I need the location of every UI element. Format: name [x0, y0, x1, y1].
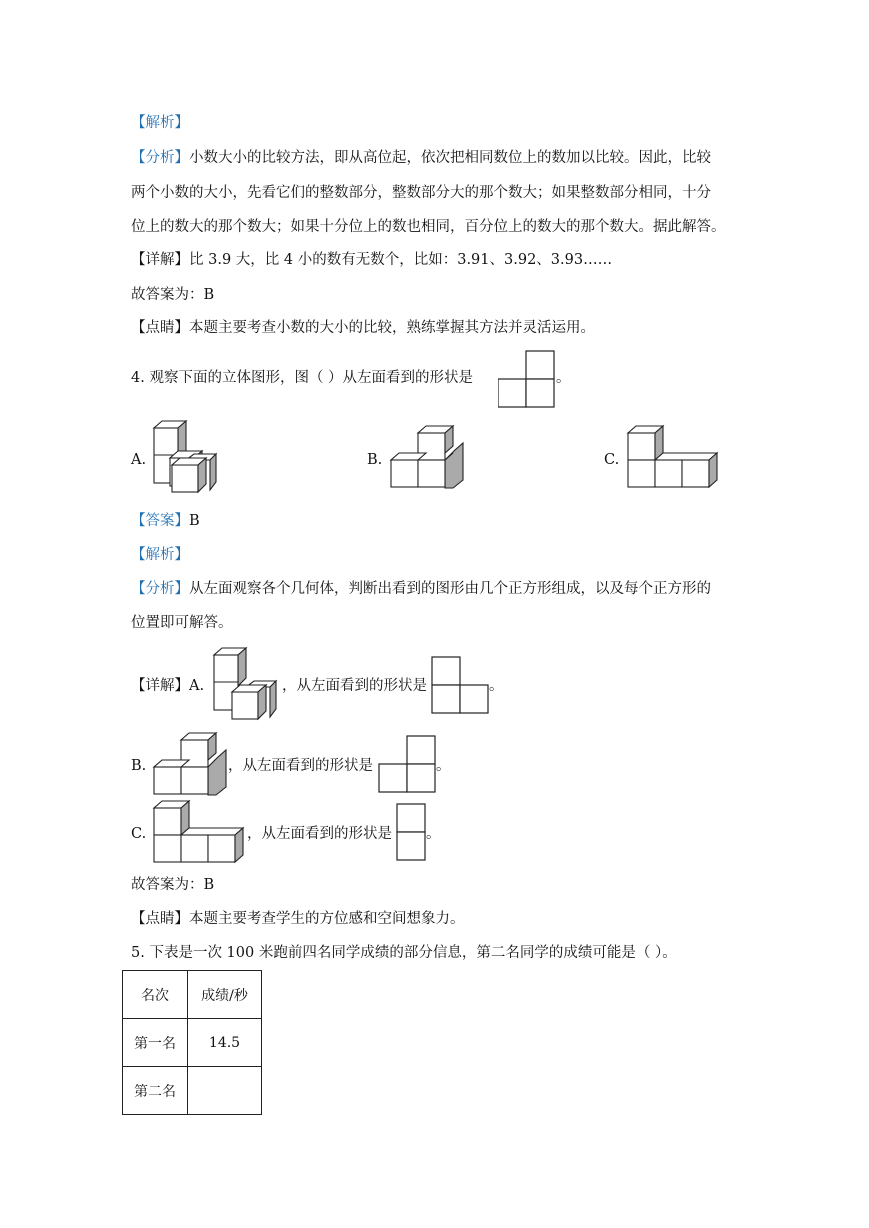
- detail-a-figure: [212, 647, 278, 721]
- detail-a-view-shape: [431, 656, 489, 714]
- q3-fenxi-line2: 两个小数的大小，先看它们的整数部分，整数部分大的那个数大；如果整数部分相同，十分: [131, 185, 711, 201]
- q4-question-text: 4. 观察下面的立体图形，图（ ）从左面看到的形状是: [131, 370, 474, 386]
- table-header-score: 成绩/秒: [188, 971, 262, 1019]
- detail-b-period: 。: [436, 758, 451, 774]
- detail-b-prefix: B.: [131, 758, 147, 774]
- q4-answer: 故答案为：B: [131, 877, 215, 893]
- table-cell: 14.5: [188, 1019, 262, 1067]
- q4-question-end: 。: [556, 370, 571, 386]
- q4-fenxi-line1: 从左面观察各个几何体，判断出看到的图形由几个正方形组成，以及每个正方形的: [189, 581, 711, 597]
- table-row: [123, 971, 262, 1019]
- q3-xiangjie: 【详解】比 3.9 大，比 4 小的数有无数个，比如：3.91、3.92、3.93……: [131, 252, 613, 268]
- detail-b-view-shape: [378, 735, 436, 793]
- detail-c-figure: [152, 799, 248, 865]
- q3-dianjing: 【点睛】本题主要考查小数的大小的比较，熟练掌握其方法并灵活运用。: [131, 320, 595, 336]
- q4-answer-tag: 【答案】: [131, 513, 189, 529]
- table-cell: 第二名: [123, 1067, 188, 1115]
- table-row: [123, 1019, 262, 1067]
- option-c-label: C.: [604, 452, 620, 468]
- table-cell: [188, 1067, 262, 1115]
- q4-jiexi-label: 【解析】: [131, 547, 189, 563]
- detail-a-view-text: ，从左面看到的形状是: [282, 678, 427, 694]
- option-c-figure: [626, 424, 722, 490]
- q3-fenxi-line1: 小数大小的比较方法，即从高位起，依次把相同数位上的数加以比较。因此，比较: [189, 150, 711, 166]
- detail-c-view-shape: [396, 803, 426, 861]
- q4-answer-line: [131, 511, 200, 531]
- q4-left-view-shape: [498, 350, 556, 408]
- option-b-figure: [389, 424, 467, 490]
- option-a-label: A.: [131, 452, 147, 468]
- score-table: [122, 970, 262, 1115]
- option-b-label: B.: [367, 452, 383, 468]
- q4-question: [131, 368, 473, 388]
- q3-fenxi-tag: 【分析】: [131, 150, 189, 166]
- q3-fenxi: [131, 148, 711, 168]
- detail-c-prefix: C.: [131, 826, 147, 842]
- q3-fenxi-line3: 位上的数大的那个数大；如果十分位上的数也相同，百分位上的数大的那个数大。据此解答。: [131, 219, 726, 235]
- detail-a-period: 。: [489, 678, 504, 694]
- option-a-figure: [152, 420, 218, 494]
- q4-answer-value: B: [189, 513, 200, 529]
- detail-c-view-text: ，从左面看到的形状是: [247, 826, 392, 842]
- q5-question: 5. 下表是一次 100 米跑前四名同学成绩的部分信息，第二名同学的成绩可能是（ ）。: [131, 945, 677, 961]
- detail-b-figure: [152, 731, 230, 797]
- detail-c-period: 。: [426, 826, 441, 842]
- q4-fenxi-line2: 位置即可解答。: [131, 615, 233, 631]
- detail-a-prefix: 【详解】A.: [131, 678, 205, 694]
- detail-b-view-text: ，从左面看到的形状是: [228, 758, 373, 774]
- table-cell: 第一名: [123, 1019, 188, 1067]
- table-header-rank: 名次: [123, 971, 188, 1019]
- q3-answer: 故答案为：B: [131, 287, 215, 303]
- q4-fenxi-tag: 【分析】: [131, 581, 189, 597]
- table-row: [123, 1067, 262, 1115]
- q3-jiexi-label: 【解析】: [131, 115, 189, 131]
- q4-dianjing: 【点睛】本题主要考查学生的方位感和空间想象力。: [131, 911, 465, 927]
- q4-fenxi: [131, 579, 711, 599]
